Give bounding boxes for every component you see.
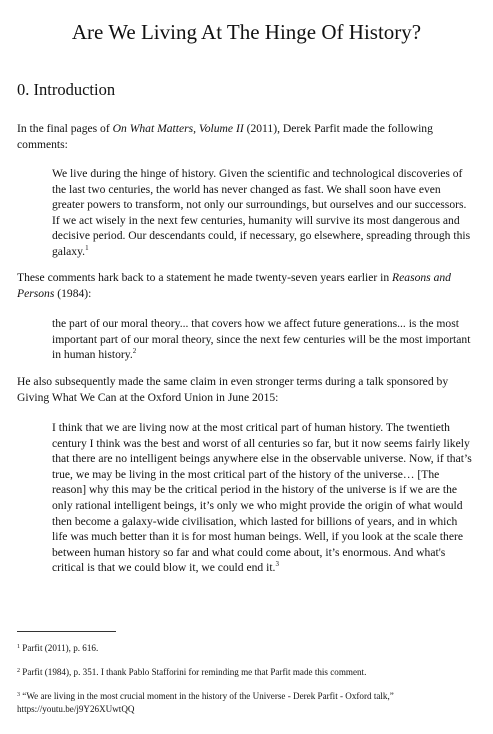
- footnote-2-number: 2: [17, 668, 20, 674]
- footnote-ref-2: 2: [132, 347, 137, 356]
- footnote-1-text: Parfit (2011), p. 616.: [22, 643, 99, 653]
- document-title: Are We Living At The Hinge Of History?: [71, 20, 422, 44]
- footnote-1-number: 1: [17, 644, 20, 650]
- footnote-3-number: 3: [17, 692, 20, 698]
- block-quote-3-text: I think that we are living now at the most critical part of human history. The twentieth century I think was the best and worst of all centuries so far, but it now seems fairly likely that there are no intelligent beings anywhere else in the observable universe. Now, if that’s true, we may be living in the most critical part of the history of the universe… [The reason] why this may be the critical period in the history of the universe is if we are the only rational intelligent beings, it’s only we who might provide the origin of what would then become a galaxy-wide civilisation, which lasted for billions of years, and in which life was much better than it is for most human beings. Well, if you look at the scale there between human history so far and what could come about, it’s enormous. And what's critical is that we could blow it, we could end it.: [52, 421, 472, 575]
- paragraph-intro: [17, 121, 472, 152]
- paragraph-2-text: These comments hark back to a statement he made twenty-seven years earlier in: [17, 271, 393, 284]
- footnote-ref-3: 3: [275, 560, 279, 569]
- paragraph-reasons-and-persons: [17, 270, 472, 301]
- book-title-reasons-and-persons: Reasons and Persons: [17, 271, 451, 300]
- paragraph-intro-text: In the final pages of: [17, 122, 113, 135]
- paragraph-intro-text-end: (2011), Derek Parfit made the following comments:: [17, 122, 433, 151]
- footnote-divider: [17, 631, 116, 632]
- block-quote-2-text: the part of our moral theory... that covers how we affect future generations... is the most important part of our moral theory, since the next few centuries will be the most important in human history.: [52, 317, 471, 362]
- block-quote-1-text: We live during the hinge of history. Given the scientific and technological discoveries of the last two centuries, the world has never changed as fast. We shall soon have even greater powers to transform, not only our surroundings, but ourselves and our successors. If we act wisely in the next few centuries, humanity will survive its most dangerous and decisive period. Our descendants could, if necessary, go elsewhere, spreading through this galaxy.: [52, 167, 471, 258]
- block-quote-2: [52, 316, 472, 363]
- paragraph-2-text-end: (1984):: [54, 286, 92, 300]
- footnote-ref-1: 1: [85, 243, 89, 252]
- footnote-2: [17, 666, 472, 679]
- block-quote-1: [52, 166, 472, 260]
- footnote-1: [17, 642, 472, 655]
- book-title-on-what-matters: On What Matters, Volume II: [112, 122, 244, 135]
- footnote-2-text: Parfit (1984), p. 351. I thank Pablo Stafforini for reminding me that Parfit made this comment.: [22, 667, 367, 677]
- paragraph-oxford-talk: He also subsequently made the same claim in even stronger terms during a talk sponsored by Giving What We Can at the Oxford Union in June 2015:: [17, 375, 449, 404]
- block-quote-3: [52, 420, 472, 576]
- footnote-3: [17, 690, 472, 715]
- section-heading: 0. Introduction: [17, 80, 116, 99]
- footnote-3-text[interactable]: “We are living in the most crucial moment in the history of the Universe - Derek Parfit - Oxford talk,” https://youtu.be/j9Y26XUwtQQ: [17, 691, 394, 714]
